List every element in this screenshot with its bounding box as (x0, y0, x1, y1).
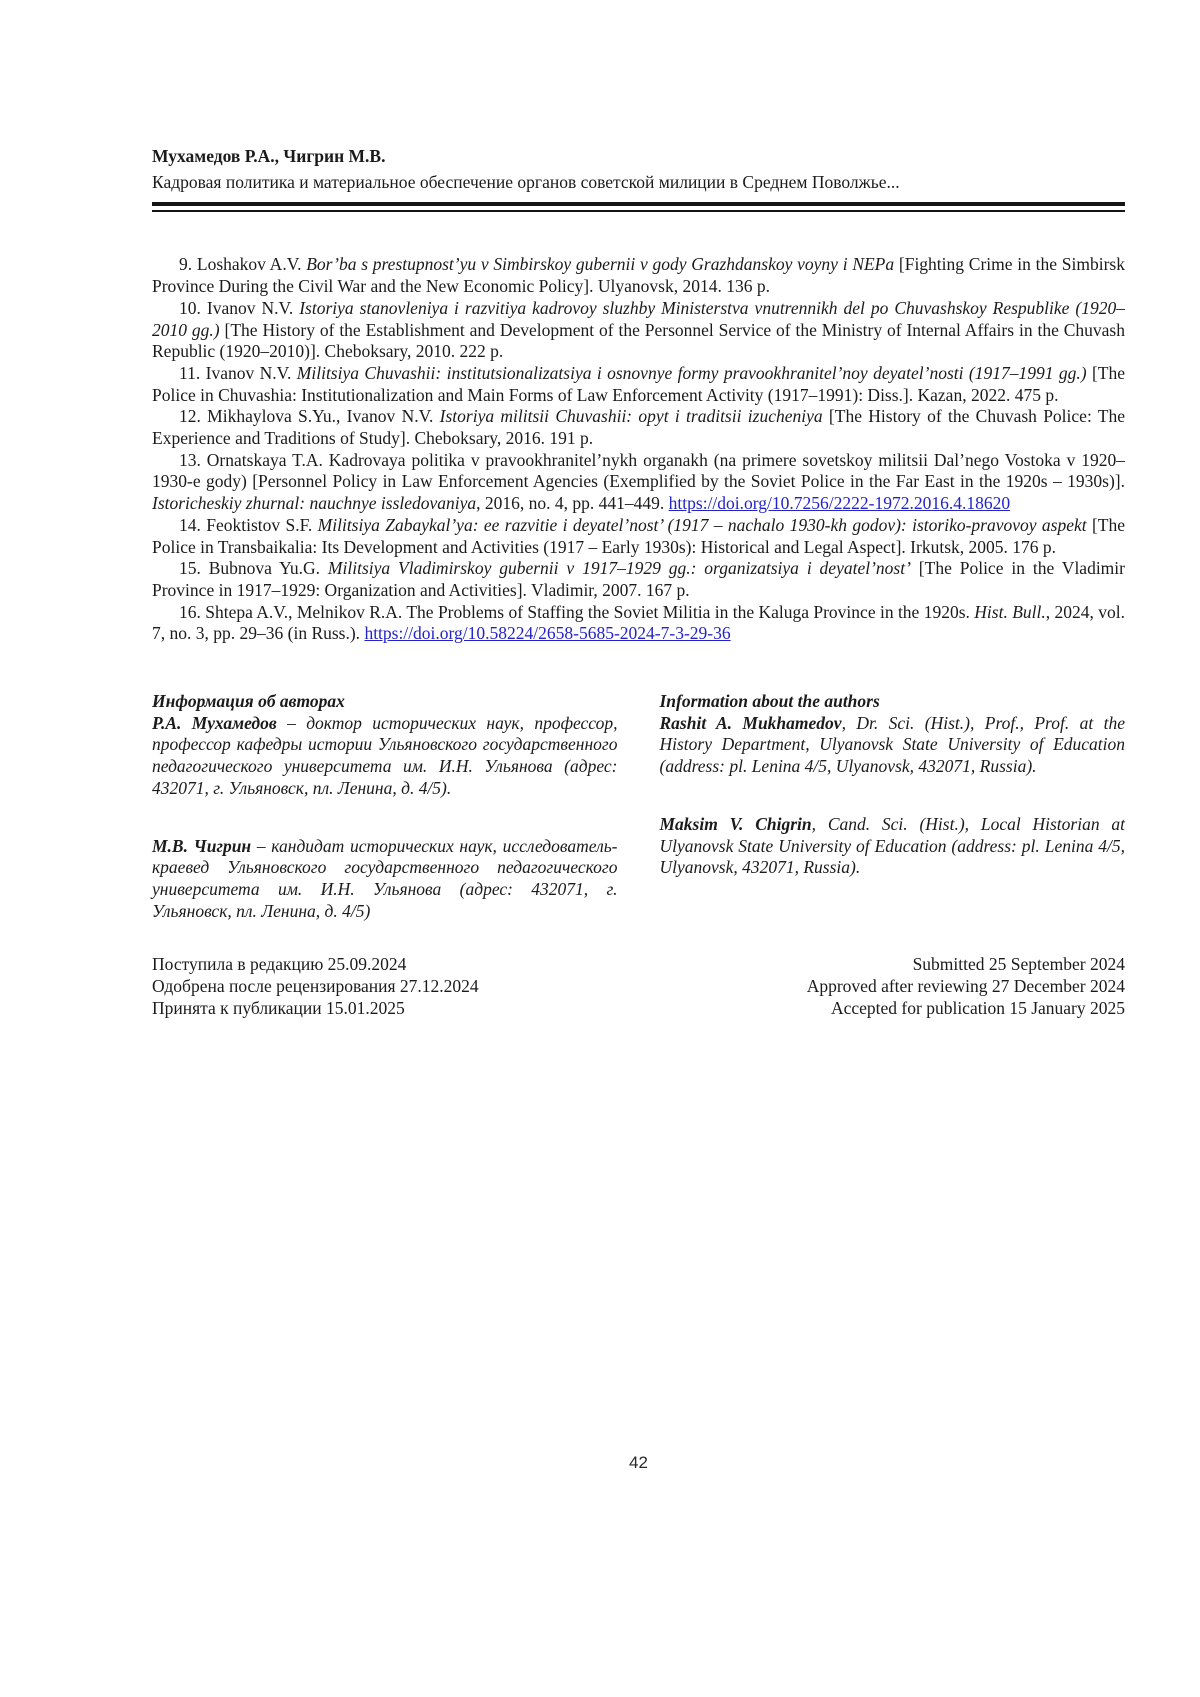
reference-item (152, 406, 1125, 449)
reference-item (152, 298, 1125, 363)
header-authors: Мухамедов Р.А., Чигрин М.В. (152, 146, 386, 166)
date-line: Approved after reviewing 27 December 2024 (806, 976, 1125, 997)
date-line: Одобрена после рецензирования 27.12.2024 (152, 976, 479, 997)
doi-link[interactable]: https://doi.org/10.58224/2658-5685-2024-7-3-29-36 (364, 623, 731, 644)
authors-info-en (660, 691, 1126, 922)
date-line: Submitted 25 September 2024 (912, 954, 1125, 975)
date-line: Поступила в редакцию 25.09.2024 (152, 954, 407, 975)
reference-title: Hist. Bull. (974, 601, 1046, 622)
author-description: , Dr. Sci. (Hist.), Prof., Prof. at the History Department, Ulyanovsk State University of Education (address: pl. Lenina 4/5, Ulyanovsk, 432071, Russia). (659, 712, 1125, 777)
author-block (660, 713, 1126, 778)
reference-title: Bor’ba s prestupnost’yu v Simbirskoy gubernii v gody Grazhdanskoy voyny i NEPa (306, 254, 895, 275)
reference-text: 13. Ornatskaya T.A. Kadrovaya politika v pravookhranitel’nykh organakh (na primere sovetskoy militsii Dal’nego Vostoka v 1920–1930-e gody) [Personnel Policy in Law Enforcement Agencies (Exemplified by the Soviet Police in the Far East in the 1920s – 1930s)]. (152, 449, 1125, 492)
reference-text: [The History of the Establishment and Development of the Personnel Service of the Ministry of Internal Affairs in the Chuvash Republic (1920–2010)]. Cheboksary, 2010. 222 p. (152, 319, 1125, 362)
reference-item (152, 515, 1125, 558)
author-description: – доктор исторических наук, профессор, профессор кафедры истории Ульяновского государственного педагогического университета им. И.Н. Ульянова (адрес: 432071, г. Ульяновск, пл. Ленина, д. 4/5). (152, 712, 618, 798)
reference-title: Militsiya Chuvashii: institutsionalizatsiya i osnovnye formy pravookhranitel’noy deyatel’nosti (1917–1991 gg.) (296, 362, 1087, 383)
authors-info-heading-ru: Информация об авторах (152, 691, 345, 712)
running-header (152, 146, 1125, 212)
date-line: Принята к публикации 15.01.2025 (152, 997, 405, 1018)
reference-title: Istoricheskiy zhurnal: nauchnye issledovaniya (152, 493, 477, 514)
reference-text: , 2016, no. 4, pp. 441–449. (476, 493, 669, 514)
page-content (152, 0, 1125, 1020)
reference-text: [The Police in Transbaikalia: Its Development and Activities (1917 – Early 1930s): Historical and Legal Aspect]. Irkutsk, 2005. 176 p. (152, 514, 1125, 557)
author-description: – кандидат исторических наук, исследователь-краевед Ульяновского государственного педагогического университета им. И.Н. Ульянова (адрес: 432071, г. Ульяновск, пл. Ленина, д. 4/5) (152, 835, 618, 921)
reference-title: Istoriya militsii Chuvashii: opyt i traditsii izucheniya (439, 406, 823, 427)
reference-text: [Fighting Crime in the Simbirsk Province During the Civil War and the New Economic Policy]. Ulyanovsk, 2014. 136 p. (152, 254, 1125, 297)
references-list (152, 254, 1125, 645)
page-number: 42 (629, 1453, 648, 1472)
authors-info-ru (152, 691, 618, 922)
reference-text: [The Police in Chuvashia: Institutionalization and Main Forms of Law Enforcement Activity (1917–1991): Diss.]. Kazan, 2022. 475 p. (152, 362, 1125, 405)
reference-text: 10. Ivanov N.V. (179, 297, 300, 318)
header-rule-thick (152, 202, 1125, 206)
reference-title: Militsiya Vladimirskoy gubernii v 1917–1929 gg.: organizatsiya i deyatel’nost’ (327, 558, 911, 579)
dates-ru (152, 954, 639, 1019)
reference-text: 16. Shtepa A.V., Melnikov R.A. The Problems of Staffing the Soviet Militia in the Kaluga Province in the 1920s. (179, 601, 975, 622)
dates-section (152, 954, 1125, 1019)
header-title: Кадровая политика и материальное обеспечение органов советской милиции в Среднем Поволжье... (152, 171, 900, 192)
author-name: Rashit A. Mukhamedov (659, 712, 842, 733)
authors-info-section (152, 691, 1125, 922)
reference-text: 12. Mikhaylova S.Yu., Ivanov N.V. (179, 406, 440, 427)
header-rule-thin (152, 210, 1125, 212)
author-block (152, 836, 618, 923)
reference-text: [The History of the Chuvash Police: The Experience and Traditions of Study]. Cheboksary, 2016. 191 p. (152, 406, 1126, 449)
author-block (152, 713, 618, 800)
author-name: Maksim V. Chigrin (659, 813, 812, 834)
reference-item (152, 254, 1125, 297)
dates-en (639, 954, 1126, 1019)
reference-text: 14. Feoktistov S.F. (179, 514, 318, 535)
author-name: Р.А. Мухамедов (152, 712, 277, 733)
authors-info-blocks-en (660, 713, 1126, 879)
reference-item (152, 450, 1125, 515)
authors-info-heading-en: Information about the authors (659, 691, 880, 712)
reference-item (152, 602, 1125, 645)
date-line: Accepted for publication 15 January 2025 (830, 997, 1125, 1018)
reference-text: 11. Ivanov N.V. (179, 362, 297, 383)
reference-text: 9. Loshakov A.V. (179, 254, 307, 275)
reference-text: , 2024, vol. 7, no. 3, pp. 29–36 (in Russ.). (152, 601, 1125, 644)
author-description: , Cand. Sci. (Hist.), Local Historian at Ulyanovsk State University of Education (address: pl. Lenina 4/5, Ulyanovsk, 432071, Russia). (659, 813, 1125, 878)
author-block (660, 814, 1126, 879)
doi-link[interactable]: https://doi.org/10.7256/2222-1972.2016.4.18620 (668, 493, 1011, 514)
reference-item (152, 363, 1125, 406)
reference-title: Militsiya Zabaykal’ya: ee razvitie i deyatel’nost’ (1917 – nachalo 1930-kh godov): istoriko-pravovoy aspekt (317, 514, 1087, 535)
reference-text: [The Police in the Vladimir Province in 1917–1929: Organization and Activities]. Vladimir, 2007. 167 p. (152, 558, 1125, 600)
authors-info-blocks-ru (152, 713, 618, 923)
reference-item (152, 558, 1125, 601)
author-name: М.В. Чигрин (152, 835, 252, 856)
reference-title: Istoriya stanovleniya i razvitiya kadrovoy sluzhby Ministerstva vnutrennikh del po Chuvashskoy Respublike (1920–2010 gg.) (152, 297, 1125, 340)
reference-text: 15. Bubnova Yu.G. (179, 558, 328, 579)
